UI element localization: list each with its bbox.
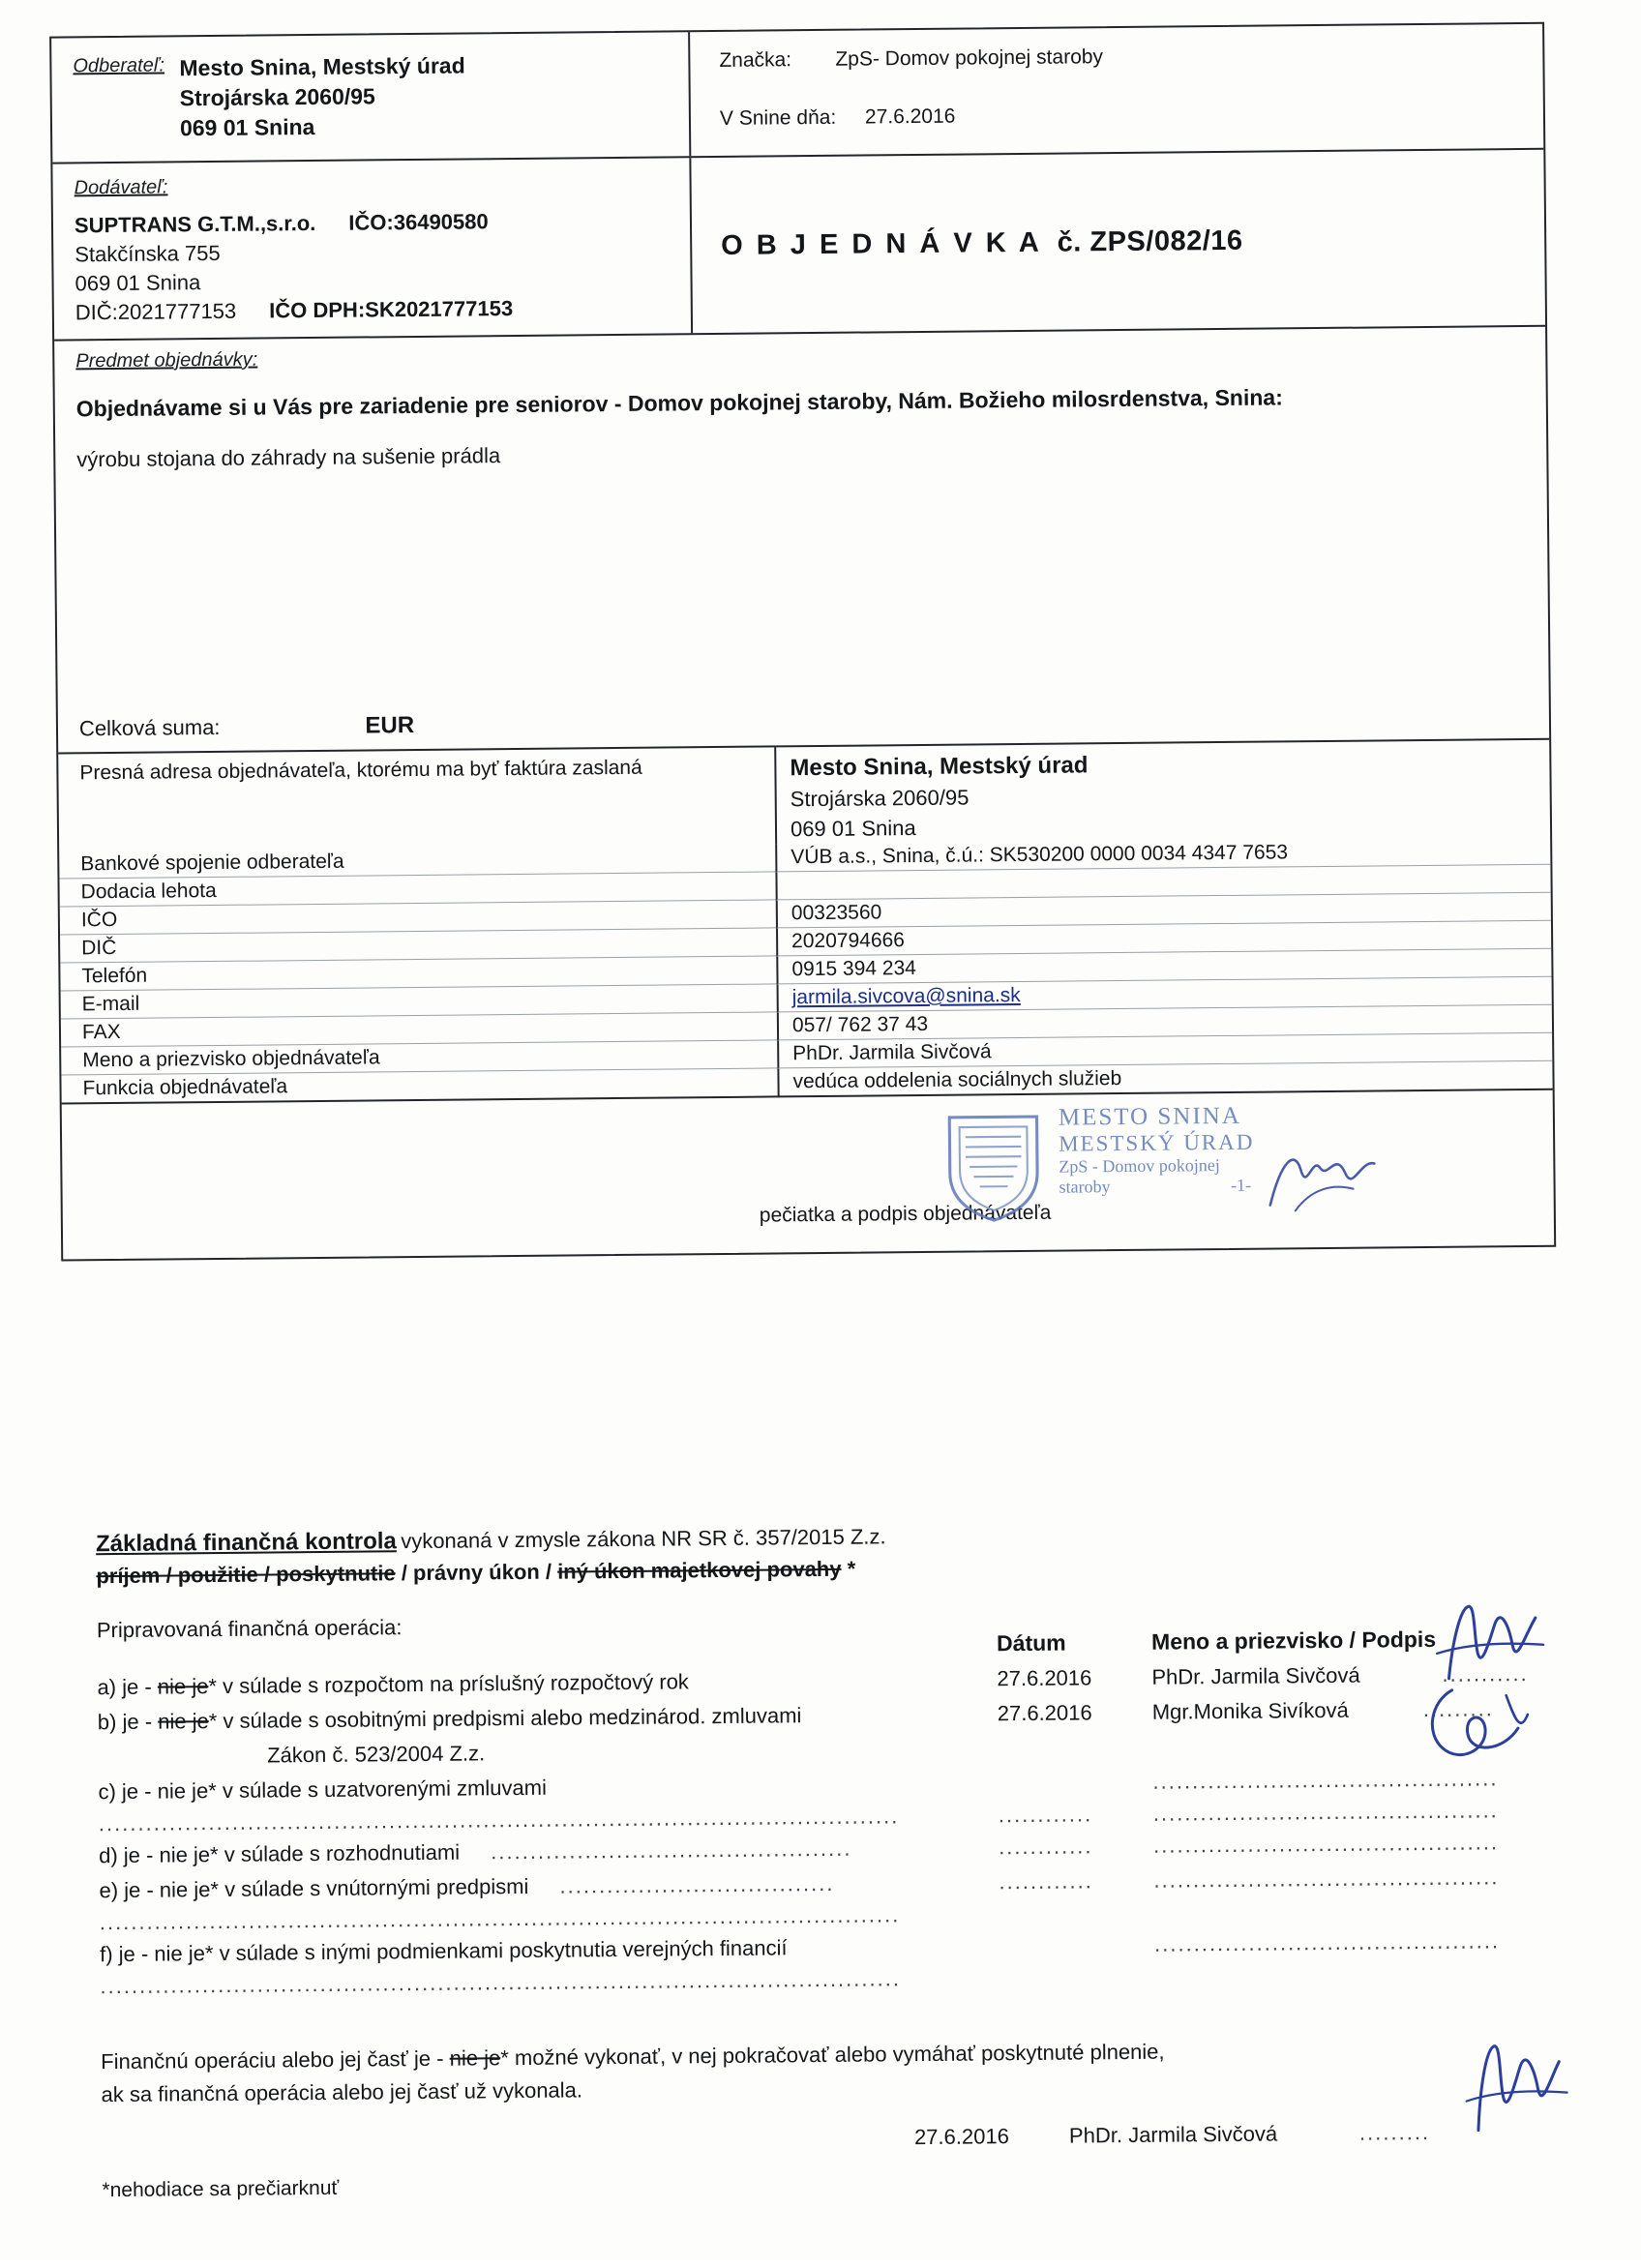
fin-item-a-name: PhDr. Jarmila Sivčová <box>1151 1658 1360 1695</box>
fin-item-b-date: 27.6.2016 <box>998 1695 1092 1731</box>
fin-item-c: c) je - nie je* v súlade s uzatvorenými zmluvami <box>98 1776 547 1804</box>
order-title: O B J E D N Á V K A <box>721 227 1042 262</box>
fin-dots-row-1: ...................................................................................................... <box>99 1804 900 1835</box>
fin-item-a-prefix: a) je - <box>97 1675 158 1700</box>
fin-title: Základná finančná kontrola <box>96 1528 397 1557</box>
fin-item-d-date-dots: ............ <box>999 1829 1093 1865</box>
subject-body <box>55 365 1549 716</box>
fin-item-d: d) je - nie je* v súlade s rozhodnutiami <box>99 1840 460 1868</box>
fin-dots-row-1-date: ............ <box>999 1800 1093 1830</box>
fin-item-f: f) je - nie je* v súlade s inými podmienkami poskytnutia verejných financií <box>100 1935 788 1966</box>
fin-sub-part-2: / právny úkon / <box>396 1560 558 1586</box>
supplier-block <box>52 158 693 339</box>
fin-sign-name: PhDr. Jarmila Sivčová <box>1069 2122 1277 2149</box>
fin-item-b-name: Mgr.Monika Sivíková <box>1152 1693 1349 1730</box>
buyer-street: Strojárska 2060/95 <box>180 78 689 113</box>
fin-item-c-dots: ............................................ <box>1152 1761 1498 1799</box>
mark-block <box>690 24 1543 156</box>
field-value-fax: 057/ 762 37 43 <box>777 1005 1552 1041</box>
fin-dots-row-3: ...................................................................................................... <box>100 1966 901 1998</box>
fin-item-f-dots: ............................................ <box>1154 1924 1500 1961</box>
invoice-address-label-cell <box>58 747 775 850</box>
fin-item-a-struck: nie je <box>158 1674 209 1699</box>
invoice-address-value-cell <box>774 740 1550 845</box>
stamp-caption: pečiatka a podpis objednávateľa <box>760 1202 1052 1228</box>
fin-dots-row-1-name: ............................................ <box>1153 1796 1499 1828</box>
subject-main-text: Objednávame si u Vás pre zariadenie pre seniorov - Domov pokojnej staroby, Nám. Božieho milosrdenstva, Snina: <box>76 382 1546 423</box>
supplier-ic-dph: IČO DPH:SK2021777153 <box>269 296 513 322</box>
fin-item-d-name-dots: ............................................ <box>1153 1825 1499 1863</box>
subject-section <box>54 327 1549 755</box>
supplier-name: SUPTRANS G.T.M.,s.r.o. <box>75 211 316 237</box>
buyer-city: 069 01 Snina <box>180 108 689 143</box>
place-date-label: V Snine dňa: <box>720 106 865 131</box>
field-label-dic: DIČ <box>60 928 776 963</box>
fin-item-a-date: 27.6.2016 <box>997 1660 1091 1696</box>
invoice-addr-street: Strojárska 2060/95 <box>791 777 1550 815</box>
fin-sub-part-4: * <box>841 1557 855 1581</box>
subject-label: Predmet objednávky: <box>75 349 257 373</box>
mark-label: Značka: <box>719 48 835 73</box>
order-title-block <box>691 150 1545 333</box>
supplier-city: 069 01 Snina <box>75 263 690 298</box>
fin-sign-date: 27.6.2016 <box>914 2124 1009 2150</box>
mark-row <box>719 42 1542 73</box>
stamp-line-4: staroby <box>1059 1177 1110 1198</box>
fin-footer-b: * možné vykonať, v nej pokračovať alebo vymáhať poskytnuté plnenie, <box>500 2040 1165 2071</box>
fin-item-e: e) je - nie je* v súlade s vnútornými predpismi <box>99 1874 528 1902</box>
place-date-value: 27.6.2016 <box>865 105 956 130</box>
supplier-label: Dodávateľ: <box>75 171 690 199</box>
fin-title-rest: vykonaná v zmysle zákona NR SR č. 357/2015 Z.z. <box>401 1524 886 1553</box>
field-label-email: E-mail <box>61 984 777 1019</box>
fin-items <box>97 1656 1570 2002</box>
mark-value: ZpS- Domov pokojnej staroby <box>835 45 1103 72</box>
email-link[interactable]: jarmila.sivcova@snina.sk <box>792 984 1021 1008</box>
subject-detail-text: výrobu stojana do záhrady na sušenie prádla <box>76 433 1546 473</box>
stamp-line-1: MESTO SNINA <box>1059 1101 1475 1132</box>
field-label-orderer-name: Meno a priezvisko objednávateľa <box>61 1040 777 1075</box>
fin-item-a-dots: ........... <box>1442 1656 1529 1692</box>
stamp-number: -1- <box>1231 1176 1251 1195</box>
fin-sub-part-1: príjem / použitie / poskytnutie <box>96 1561 395 1588</box>
header-section <box>51 24 1543 164</box>
field-value-telefon: 0915 394 234 <box>776 949 1551 985</box>
column-header-name: Meno a priezvisko / Podpis <box>1151 1626 1436 1656</box>
financial-control-section <box>96 1517 1573 2203</box>
field-label-orderer-function: Funkcia objednávateľa <box>61 1068 777 1104</box>
fin-item-b-prefix: b) je - <box>98 1710 159 1735</box>
bank-value: VÚB a.s., Snina, č.ú.: SK530200 0000 0034 4347 7653 <box>775 837 1550 873</box>
invoice-addr-city: 069 01 Snina <box>791 807 1550 845</box>
official-stamp <box>1059 1101 1476 1236</box>
buyer-block <box>51 32 691 162</box>
supplier-street: Stakčínska 755 <box>75 234 690 269</box>
order-number: č. ZPS/082/16 <box>1058 225 1243 259</box>
field-value-orderer-function: vedúca oddelenia sociálnych služieb <box>777 1061 1552 1098</box>
fin-item-e-dots: ................................... <box>559 1871 834 1898</box>
fin-item-e-date-dots: ............ <box>999 1864 1093 1899</box>
fin-prepared-label: Pripravovaná finančná operácia: <box>97 1604 1567 1644</box>
invoice-addr-name: Mesto Snina, Mestský úrad <box>790 746 1549 785</box>
fin-item-a-rest: * v súlade s rozpočtom na príslušný rozpočtový rok <box>208 1669 689 1698</box>
supplier-section <box>52 150 1545 342</box>
fin-item-b-struck: nie je <box>158 1709 209 1734</box>
total-currency: EUR <box>365 712 414 739</box>
field-value-ico: 00323560 <box>776 893 1551 929</box>
field-label-fax: FAX <box>61 1012 777 1047</box>
field-label-telefon: Telefón <box>60 956 776 991</box>
stamp-line-2: MESTSKÝ ÚRAD <box>1059 1128 1475 1157</box>
field-label-dodacia-lehota: Dodacia lehota <box>59 872 775 907</box>
fin-footer-line2: ak sa finančná operácia alebo jej časť už vykonala. <box>101 2077 582 2106</box>
fin-item-b-rest: * v súlade s osobitnými predpismi alebo medzinárod. zmluvami <box>209 1703 802 1733</box>
invoice-address-label: Presná adresa objednávateľa, ktorému ma byť faktúra zaslaná <box>79 755 774 785</box>
column-header-date: Dátum <box>997 1630 1066 1657</box>
stamp-line-3: ZpS - Domov pokojnej <box>1059 1153 1475 1178</box>
coat-of-arms-icon <box>942 1111 1045 1226</box>
invoice-address-section <box>58 740 1550 851</box>
fin-note: *nehodiace sa prečiarknuť <box>102 2165 1572 2203</box>
date-row <box>720 100 1543 131</box>
fin-dots-row-2: ...................................................................................................... <box>100 1902 901 1934</box>
supplier-dic: DIČ:2021777153 <box>75 299 237 325</box>
total-label: Celková suma: <box>79 715 221 741</box>
fin-item-e-name-dots: ............................................ <box>1153 1860 1499 1897</box>
fin-item-b-dots: ......... <box>1423 1691 1494 1727</box>
buyer-name: Mesto Snina, Mestský úrad <box>179 48 688 83</box>
field-label-ico: IČO <box>60 900 776 935</box>
field-value-orderer-name: PhDr. Jarmila Sivčová <box>777 1033 1552 1069</box>
fin-item-d-dots: .............................................. <box>491 1836 851 1865</box>
supplier-tax-row <box>75 292 691 327</box>
fin-footer-a: Finančnú operáciu alebo jej časť je - <box>101 2046 450 2074</box>
stamp-section <box>62 1090 1554 1260</box>
fin-sub-part-3: iný úkon majetkovej povahy <box>557 1557 842 1584</box>
supplier-ico: IČO:36490580 <box>348 209 489 234</box>
fin-item-law: Zákon č. 523/2004 Z.z. <box>267 1741 485 1767</box>
fin-footer-struck: nie je <box>450 2045 501 2071</box>
fin-sign-dots: ......... <box>1359 2120 1430 2146</box>
order-form-box <box>49 22 1556 1262</box>
buyer-label: Odberateľ: <box>73 49 688 77</box>
bank-label: Bankové spojenie odberateľa <box>59 844 775 879</box>
field-value-dic: 2020794666 <box>776 921 1551 957</box>
